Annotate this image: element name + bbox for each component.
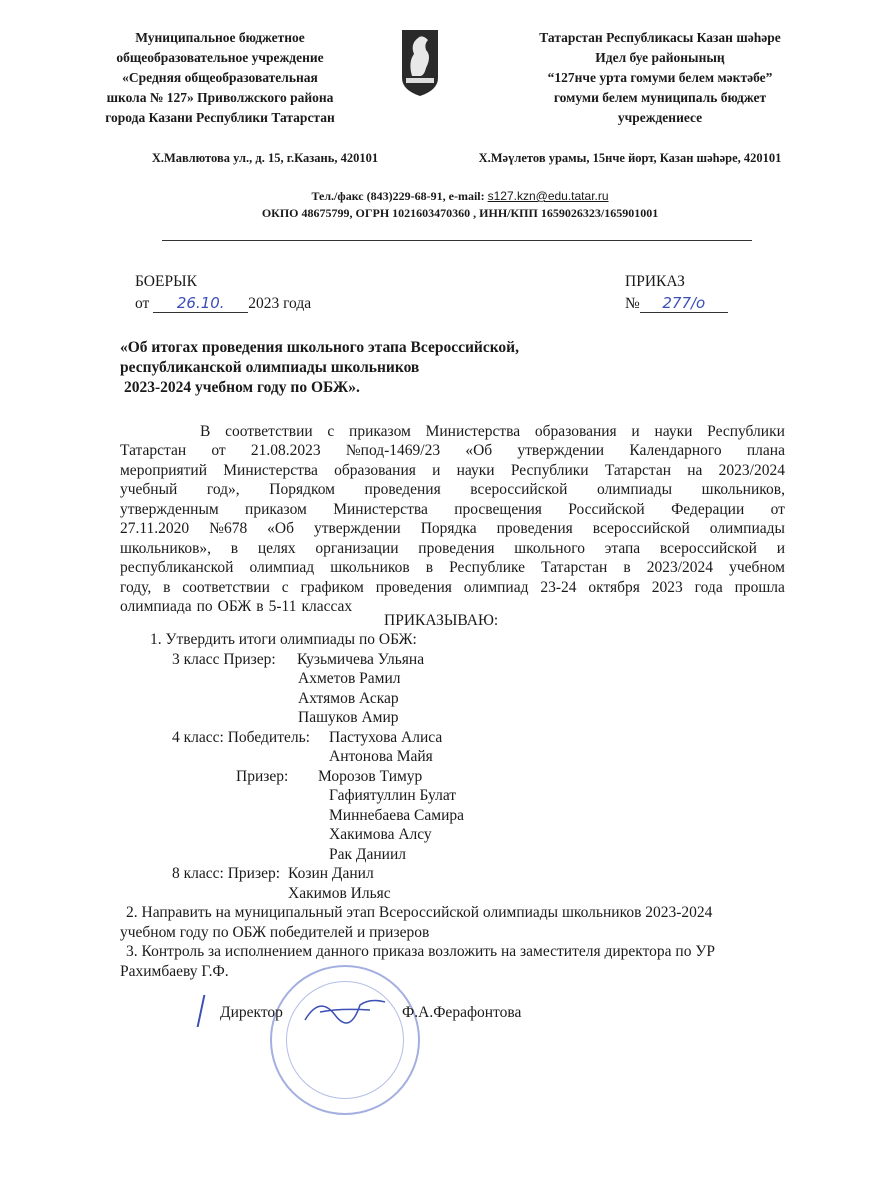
word: 2023/2024 (646, 559, 714, 576)
grade-4-prize-label: Призер: (236, 768, 289, 785)
student-name: Антонова Майя (329, 748, 433, 765)
word: олимпиад (249, 559, 315, 576)
word: Татарстан (541, 559, 608, 576)
word: Татарстан (604, 462, 672, 479)
preamble-line (120, 501, 785, 519)
word: на (687, 462, 703, 479)
word: в (425, 559, 434, 576)
word: школьников (330, 559, 410, 576)
item-1: 1. Утвердить итоги олимпиады по ОБЖ: (150, 631, 417, 648)
student-name: Гафиятуллин Булат (329, 787, 457, 804)
word: просвещения (454, 501, 542, 518)
word: году, (120, 579, 152, 596)
word: Федерации (671, 501, 745, 518)
word: 27.11.2020 (120, 520, 190, 537)
date-handwritten: 26.10. (153, 294, 248, 313)
preamble-line (120, 579, 785, 597)
word: в (256, 598, 264, 615)
word: проведения (375, 579, 452, 596)
decree-heading: ПРИКАЗЫВАЮ: (384, 612, 499, 629)
word: утвержденным (120, 501, 219, 518)
order-date (135, 294, 311, 313)
word: науки (654, 423, 693, 440)
word: этапа (604, 540, 641, 557)
word: утверждении (517, 442, 605, 459)
word: всероссийской (659, 540, 757, 557)
contacts-label: Тел./факс (843)229-68-91, e-mail: (311, 189, 488, 203)
word: организации (315, 540, 399, 557)
signature-name: Ф.А.Ферафонтова (402, 1004, 522, 1021)
word: учебном (729, 559, 785, 576)
address-russian: Х.Мавлютова ул., д. 15, г.Казань, 420101 (151, 151, 379, 165)
word: школьного (514, 540, 585, 557)
header-line: гомуми белем муниципаль бюджет (553, 90, 767, 105)
word: 23-24 (540, 579, 577, 596)
word: плана (746, 442, 785, 459)
word: 2023 (651, 579, 683, 596)
word: науки (456, 462, 495, 479)
word: В (200, 423, 211, 440)
preamble-line (120, 442, 785, 460)
registration-codes: ОКПО 48675799, ОГРН 1021603470360 , ИНН/КПП 1659026323/165901001 (261, 206, 659, 220)
word: образования (534, 423, 617, 440)
preamble-line (120, 540, 785, 558)
word: проведения (364, 481, 441, 498)
word: год», (206, 481, 240, 498)
number-handwritten: 277/о (640, 294, 728, 313)
word: в (623, 559, 631, 576)
word: года (694, 579, 723, 596)
item-2: 2. Направить на муниципальный этап Всероссийской олимпиады школьников 2023-2024 (126, 904, 713, 921)
word: Порядком (269, 481, 335, 498)
number-prefix: № (625, 295, 640, 312)
word: по (196, 598, 213, 615)
item-2-cont: учебном году по ОБЖ победителей и призеров (120, 924, 430, 941)
word: проведения (496, 520, 573, 537)
word: Календарного (629, 442, 722, 459)
student-name: Рак Даниил (329, 846, 406, 863)
student-name: Ахтямов Аскар (298, 690, 399, 707)
word: «Об (465, 442, 493, 459)
grade-3-label: 3 класс Призер: (172, 651, 276, 668)
word: олимпиады (596, 481, 673, 498)
subject-line: республиканской олимпиады школьников (120, 359, 420, 376)
preamble-line (120, 481, 785, 499)
word: и (631, 423, 640, 440)
word: с (327, 423, 335, 440)
word: Республике (449, 559, 526, 576)
word: образования (334, 462, 416, 479)
word: от (211, 442, 226, 459)
word: Татарстан (120, 442, 187, 459)
word: Министерства (425, 423, 521, 440)
email-link[interactable]: s127.kzn@edu.tatar.ru (487, 189, 609, 203)
word: 5-11 (268, 598, 297, 615)
word: учебный (120, 481, 178, 498)
signature-tick-icon (197, 995, 210, 1027)
grade-8-label: 8 класс: Призер: (172, 865, 281, 882)
title-russian: ПРИКАЗ (625, 273, 685, 290)
word: Министерства (223, 462, 318, 479)
header-line: Идел буе районының (595, 50, 725, 65)
word: соответствии (182, 579, 270, 596)
word: соответствии (225, 423, 313, 440)
word: утверждении (313, 520, 401, 537)
word: школьников, (701, 481, 785, 498)
word: республиканской (120, 559, 234, 576)
item-3: 3. Контроль за исполнением данного приказа возложить на заместителя директора по УР (126, 943, 715, 960)
word: Порядка (420, 520, 477, 537)
student-name: Пастухова Алиса (329, 729, 443, 746)
header-line: учреждениесе (617, 110, 703, 125)
header-line: школа № 127» Приволжского района (106, 90, 334, 105)
preamble-line (200, 423, 785, 441)
word: Республики (707, 423, 785, 440)
word: проведения (418, 540, 495, 557)
subject-line: «Об итогах проведения школьного этапа Всероссийской, (120, 339, 519, 356)
subject-line: 2023-2024 учебном году по ОБЖ». (124, 379, 360, 396)
date-suffix: 2023 года (248, 295, 312, 312)
word: олимпиад (463, 579, 529, 596)
word: классах (301, 598, 353, 615)
word: Российской (568, 501, 645, 518)
student-name: Хакимов Ильяс (288, 885, 391, 902)
header-line: города Казани Республики Татарстан (105, 110, 335, 125)
header-line: Муниципальное бюджетное (135, 30, 305, 45)
word: Министерства (333, 501, 428, 518)
handwritten-signature-icon (300, 990, 390, 1035)
word: олимпиада (120, 598, 192, 615)
header-line: общеобразовательное учреждение (116, 50, 324, 65)
header-line: «Средняя общеобразовательная (122, 70, 318, 85)
student-name: Кузьмичева Ульяна (297, 651, 425, 668)
student-name: Хакимова Алсу (329, 826, 432, 843)
word: октября (588, 579, 640, 596)
address-tatar: Х.Мәүлетов урамы, 15нче йорт, Казан шәһәре, 420101 (478, 151, 782, 165)
student-name: Миннебаева Самира (329, 807, 465, 824)
word: в (163, 579, 171, 596)
preamble-line (120, 520, 785, 538)
title-tatar: БОЕРЫК (135, 273, 197, 290)
student-name: Пашуков Амир (298, 709, 399, 726)
word: приказом (349, 423, 411, 440)
word: с (281, 579, 289, 596)
student-name: Козин Данил (288, 865, 374, 882)
order-number (625, 294, 728, 313)
word: 21.08.2023 (250, 442, 321, 459)
kazan-coat-of-arms-icon (400, 28, 440, 98)
word: Республики (510, 462, 589, 479)
word: 2023/2024 (718, 462, 785, 479)
word: и (776, 540, 785, 557)
order-subject (120, 338, 519, 398)
header-line: “127нче урта гомуми белем мәктәбе” (547, 70, 773, 85)
official-stamp-icon (270, 965, 420, 1115)
word: ОБЖ (217, 598, 252, 615)
item-3-cont: Рахимбаеву Г.Ф. (120, 963, 229, 980)
word: прошла (734, 579, 785, 596)
word: мероприятий (120, 462, 208, 479)
word: №под-1469/23 (345, 442, 441, 459)
header-divider (162, 240, 752, 241)
student-name: Ахметов Рамил (298, 670, 401, 687)
word: всероссийской (470, 481, 568, 498)
header-line: Татарстан Республикасы Казан шәһәре (539, 30, 781, 45)
preamble-line (120, 462, 785, 480)
org-name-tatar (510, 28, 810, 128)
word: приказом (245, 501, 307, 518)
date-prefix: от (135, 295, 150, 312)
word: целях (257, 540, 296, 557)
student-name: Морозов Тимур (318, 768, 423, 785)
word: графиком (300, 579, 364, 596)
word: №678 (209, 520, 248, 537)
word: «Об (267, 520, 295, 537)
preamble-line (120, 559, 785, 577)
word: всероссийской (592, 520, 690, 537)
word: от (770, 501, 785, 518)
word: олимпиады (709, 520, 785, 537)
word: и (432, 462, 441, 479)
grade-4-label: 4 класс: Победитель: (172, 729, 310, 746)
word: школьников», (120, 540, 212, 557)
org-name-russian (80, 28, 360, 128)
signature-role: Директор (220, 1004, 283, 1021)
word: в (230, 540, 239, 557)
